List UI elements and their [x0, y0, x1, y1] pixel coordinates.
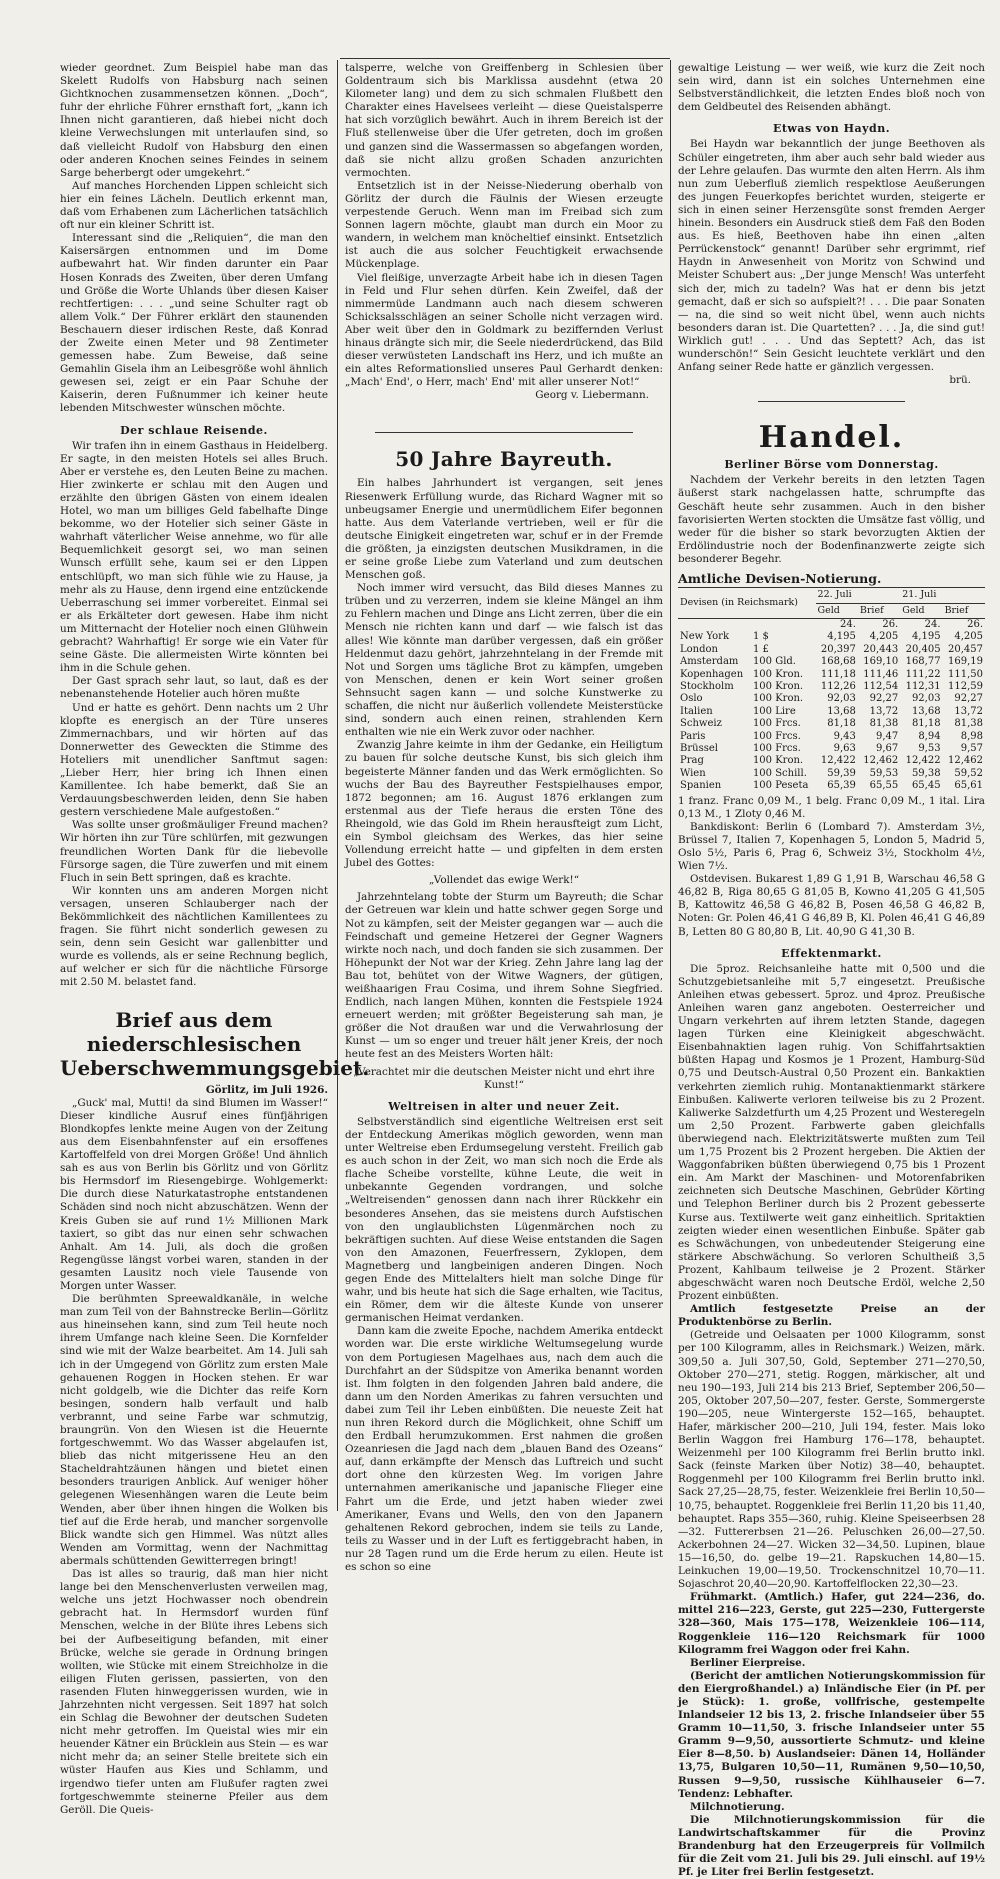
table-cell: 92,03	[827, 693, 856, 705]
paragraph: Der Gast sprach sehr laut, so laut, daß es der nebenanstehende Hotelier auch hören mußte	[60, 675, 328, 701]
table-cell: 168,68	[820, 656, 856, 668]
table-cell: 9,57	[960, 742, 983, 754]
table-cell: 8,94	[918, 730, 941, 742]
table-cell: 168,77	[905, 656, 941, 668]
table-cell: 59,38	[911, 767, 941, 779]
table-cell: 20,457	[948, 643, 983, 655]
paragraph: Interessant sind die „Reliquien“, die man den Kaisersärgen entnommen und im Dome aufbewahrt hat. Wir finden darunter ein Paar Hosen Konrads des Zweiten, über deren Umfang und Größe die Worte Uhlands über diesen Kaiser rechtfertigen: . . . „und seine Schulter ragt ob allem Volk.“ Der Führer erklärt den staunenden Beschauern dieser irdischen Reste, daß Konrad der Zweite einen Meter und 98 Zentimeter gemessen habe. Zum Beweise, daß seine Gemahlin Gisela ihm an Leibesgröße wohl ähnlich gewesen sei, zeigt er ein Paar Schuhe der Kaiserin, deren Fußnummer ich keiner heute lebenden Mitschwester wünschen möchte.	[60, 232, 328, 415]
table-row	[678, 755, 985, 767]
heading-schlaue-reisende: Der schlaue Reisende.	[120, 423, 268, 437]
table-cell: 24.	[924, 618, 941, 630]
paragraph: Zwanzig Jahre keimte in ihm der Gedanke, ein Heiligtum zu bauen für solche deutsche Kunst, bis sich gleich ihm begeisterte Männer fanden und das Werk ermöglichten. So wuchs der Bau des Bayreuther Festspielhauses empor, 1872 begonnen; am 16. August 1876 erklangen zum erstenmal aus der Tiefe heraus die ersten Töne des Rheingold, wie das Gold im Rhein herausfteigt zum Licht, ein Symbol gleichsam des Werkes, das hier seine Vollendung erreicht hatte — und gipfelten in dem ersten Jubel des Gottes:	[345, 739, 663, 870]
table-cell: 13,72	[869, 705, 899, 717]
table-cell: 9,43	[833, 730, 856, 742]
devisen-table	[678, 587, 985, 793]
table-cell: London	[680, 643, 718, 655]
article-title-brief: Brief aus dem niederschlesischen Ueberschwemmungsgebiet.	[60, 1007, 370, 1080]
table-header: Brief	[943, 603, 985, 618]
paragraph: Die 5proz. Reichsanleihe hatte mit 0,500 und die Schutzgebietsanleihe mit 5,7 eingesetzt. Preußische Anleihen etwas gebessert. 5proz. und 4proz. Preußische Anleihen waren ganz angeboten. Oesterreicher und Ungarn verkehrten auf ihrem letzten Stande, dagegen lagen Türken eine Kleinigkeit abgeschwächt. Eisenbahnaktien lagen ruhig. Von Schiffahrtsaktien büßten Hapag und Kosmos je 1 Prozent, Hamburg-Süd 0,75 und Deutsch-Austral 0,50 Prozent ein. Bankaktien verkehrten ziemlich ruhig. Montanaktienmarkt stärkere Einbußen. Kaliwerte verloren teilweise bis zu 2 Prozent. Kaliwerke Salzdetfurth um 4,25 Prozent und Westeregeln um 2,50 Prozent. Farbwerte gaben gleichfalls überwiegend nach. Elektrizitätswerte mußten zum Teil um 1,75 Prozent bis 2 Prozent hergeben. Die Aktien der Waggonfabriken büßten überwiegend 0,75 bis 1 Prozent ein. Am Markt der Maschinen- und Motorenfabriken zeichneten sich Deutsche Maschinen, Gebrüder Körting und Telephon Berliner durch bis 2 Prozent gebesserte Kurse aus. Textilwerte weit ganz einheitlich. Spritaktien zeigten wieder einen wesentlichen Einbuße. Später gab es Schwächungen, von unbedeutender Steigerung eine stärkere Abschwächung. So verloren Schultheiß 3,5 Prozent, Kahlbaum teilweise je 2 Prozent. Stärker abgeschwächt waren noch Deutsche Erdöl, welche 2,50 Prozent einbüßten.	[678, 962, 985, 1303]
article-title-bayreuth: 50 Jahre Bayreuth.	[395, 447, 613, 472]
table-cell: 92,27	[954, 693, 983, 705]
paragraph: Viel fleißige, unverzagte Arbeit habe ich in diesen Tagen in Feld und Flur sehen dürfen. Kein Zweifel, daß der nimmermüde Landmann auch nach diesem schweren Schicksalsschlägen an seiner Scholle nicht verzagen wird. Aber weit über den in Goldmark zu beziffernden Verlust hinaus drängte sich mir, die Seele niederdrückend, das Bild dieser verwüsteten Landschaft ins Herz, und ich mußte an ein altes Reformationslied unseres Paul Gerhardt denken: „Mach' End', o Herr, mach' End' mit aller unserer Not!“	[345, 271, 663, 389]
table-cell: 169,19	[948, 656, 983, 668]
table-cell: Oslo	[680, 693, 703, 705]
table-cell: 112,26	[820, 680, 856, 692]
table-row	[678, 706, 985, 718]
heading-weltreisen: Weltreisen in alter und neuer Zeit.	[388, 1099, 620, 1113]
quote: „Vollendet das ewige Werk!“	[428, 874, 580, 887]
table-header: 21. Juli	[900, 588, 985, 603]
table-cell: 100 Schill.	[752, 767, 807, 779]
table-cell: 4,205	[869, 631, 899, 643]
table-cell: 81,18	[827, 718, 856, 730]
paragraph: Frühmarkt. (Amtlich.) Hafer, gut 224—236, do. mittel 216—223, Gerste, gut 225—230, Futtergerste 328—360, Mais 175—178, Weizenkleie 106—114, Roggenkleie 116—120 Reichsmark für 1000 Kilogramm frei Waggon oder frei Kahn.	[678, 1591, 985, 1656]
paragraph: Wir konnten uns am anderen Morgen nicht versagen, unseren Schlauberger nach der Bekömmlichkeit des nächtlichen Kamillentees zu fragen. Sie führt nicht sonderlich gewesen zu sein, denn sein Gesicht war gallenbitter und wurde es vollends, als er seine Rechnung beglich, auf welcher er sich für die nächtliche Fürsorge mit 2.50 M. belastet fand.	[60, 884, 328, 989]
table-header: Devisen (in Reichsmark)	[678, 588, 816, 619]
paragraph: Die Milchnotierungskommission für die Landwirtschaftskammer für die Provinz Brandenburg hat den Erzeugerpreis für Vollmilch für die Zeit vom 21. Juli bis 29. Juli einschl. auf 19½ Pf. je Liter frei Berlin festgesetzt.	[678, 1813, 985, 1879]
table-cell: 4,195	[827, 631, 856, 643]
paragraph: Entsetzlich ist in der Neisse-Niederung oberhalb von Görlitz der durch die Fäulnis der Wiesen erzeugte verpestende Geruch. Wenn man im Freibad sich zum Sonnen lagern möchte, glaubt man durch ein Moor zu wandern, in welchem man knöcheltief einsinkt. Entsetzlich ist auch die aus solcher Feuchtigkeit erwachsende Mückenplage.	[345, 179, 663, 271]
table-cell: 9,67	[875, 742, 899, 754]
table-cell: 59,53	[869, 767, 899, 779]
table-cell: 9,53	[918, 742, 941, 754]
paragraph: wieder geordnet. Zum Beispiel habe man das Skelett Rudolfs von Habsburg nach seinen Gichtknochen zusammensetzen können. „Doch“, fuhr der ehrliche Führer ernsthaft fort, „kann ich Ihnen nicht garantieren, daß hiebei nicht doch kleine Verwechslungen mit unterlaufen sind, so daß vielleicht Rudolf von Habsburg den einen oder anderen Knochen seines Feindes in seinem Sarge beherbergt oder umgekehrt.“	[60, 62, 328, 179]
table-row	[678, 669, 985, 681]
paragraph: Auf manches Horchenden Lippen schleicht sich hier ein feines Lächeln. Deutlich erkennt man, daß vom Erhabenen zum Lächerlichen tatsächlich oft nur ein kleiner Schritt ist.	[60, 179, 328, 232]
table-cell: 100 Frcs.	[752, 742, 801, 754]
column-rule-1	[337, 60, 338, 1511]
heading-devisen: Amtliche Devisen-Notierung.	[678, 571, 882, 586]
table-cell: 26.	[967, 618, 983, 630]
table-cell: Amsterdam	[680, 656, 739, 668]
separator	[375, 432, 633, 433]
paragraph: Die berühmten Spreewaldkanäle, in welche man zum Teil von der Bahnstrecke Berlin—Görlitz aus hineinsehen kann, sind zum Teil heute noch ihrem Umfange nach kleine Seen. Die Kornfelder sind wie mit der Walze bearbeitet. Am 14. Juli sah ich in der Umgegend von Görlitz zum ersten Male gehauenen Roggen in Hocken stehen. Er war nicht goldgelb, wie die Dichter das reife Korn besingen, sondern halb verfault und halb verbrannt, und seine Farbe war schmutzig, braungrün. Von den Wiesen ist die Heuernte fortgeschwemmt. Wo das Wasser abgelaufen ist, blieb das nicht mitgerissene Heu an den Stacheldrahtzäunen hängen und bietet einen besonders traurigen Anblick. Auf weniger höher gelegenen Wiesenhängen waren die Leute beim Wenden, aber über ihnen hingen die Wolken bis tief auf die Erde herab, und mancher sorgenvolle Blick wandte sich gen Himmel. Was nützt alles Wenden am Vormittag, wenn der Nachmittag abermals schüttenden Gewitterregen bringt!	[60, 1293, 328, 1567]
table-cell: 20,397	[820, 643, 856, 655]
table-cell: Paris	[680, 730, 706, 742]
table-cell: 112,54	[863, 680, 899, 692]
table-cell: 20,405	[905, 643, 941, 655]
table-cell: 100 Lire	[752, 705, 796, 717]
table-cell: 100 Peseta	[752, 780, 809, 792]
table-cell: Brüssel	[680, 742, 718, 754]
table-cell: Prag	[680, 755, 704, 767]
table-cell: 8,98	[960, 730, 983, 742]
heading-produkten: Amtlich festgesetzte Preise an der Produktenbörse zu Berlin.	[678, 1303, 985, 1329]
table-row	[678, 644, 985, 656]
table-cell: 12,462	[948, 755, 983, 767]
table-row	[678, 731, 985, 743]
table-header: Geld	[816, 603, 858, 618]
heading-effekten: Effektenmarkt.	[781, 946, 882, 960]
table-header: Brief	[858, 603, 900, 618]
table-header: Geld	[900, 603, 942, 618]
paragraph: Noch immer wird versucht, das Bild dieses Mannes zu trüben und zu verzerren, indem sie kleine Mängel an ihm zu Fehlern machen und Dinge ans Licht zerren, über die ein Mensch nie richten kann und darf — wie falsch ist das alles! Wie könnte man darüber vergessen, daß ein größer Heldenmut dazu gehört, jahrzehntelang in der Fremde mit Not und Sorgen ums tägliche Brot zu kämpfen, umgeben von Menschen, denen er kein Wort seiner großen Sehnsucht sagen kann — und solche Kunstwerke zu schaffen, die nicht nur äußerlich vollendete Meisterstücke sind, sondern auch einen reinen, strahlenden Kern enthalten wie nie ein Werk zuvor oder nachher.	[345, 582, 663, 739]
table-cell: 111,22	[905, 668, 941, 680]
table-cell: 92,27	[869, 693, 899, 705]
heading-eierpreise: Berliner Eierpreise.	[690, 1656, 806, 1669]
heading-haydn: Etwas von Haydn.	[772, 122, 891, 136]
table-row	[678, 681, 985, 693]
paragraph: Und er hatte es gehört. Denn nachts um 2 Uhr klopfte es energisch an der Türe unseres Zimmernachbars, und wir hörten auf das Donnerwetter des Geweckten die Stimme des Hoteliers mit unendlicher Sanftmut sagen: „Lieber Herr, hier bring ich Ihnen einen Kamillentee. Ich habe bemerkt, daß Sie an Verdauungsbeschwerden leiden, denn Sie haben gestern verschiedene Male aufgestoßen.“	[60, 701, 328, 819]
table-cell: 169,10	[863, 656, 899, 668]
paragraph: Bei Haydn war bekanntlich der junge Beethoven als Schüler eingetreten, ihm aber auch sehr bald wieder aus der Lehre gelaufen. Das wurmte den alten Herrn. Als ihm nun zum Ueberfluß ziemlich respektlose Aeußerungen des jungen Feuerkopfes berichtet wurden, steigerte er sich in einen seiner Herzensgüte sonst fremden Aerger hinein. Besonders ein Ausdruck stieß dem Faß den Boden aus. Es hieß, Beethoven habe ihn einen „alten Perrückenstock“ genannt! Darüber sehr ergrimmt, rief Haydn in Anwesenheit von Moritz von Schwind und Meister Schubert aus: „Der junge Mensch! Was unterfeht sich der, mich zu tadeln? Was hat er denn bis jetzt gemacht, daß er sich so aufspielt?! . . . Die paar Sonaten — na, die sind so weit nicht übel, wenn auch nichts besonders daran ist. Die Quartetten? . . . Ja, die sind gut! Wirklich gut! . . . Und das Septett? Ach, das ist wunderschön!“ Sein Gesicht leuchtete verklärt und den Anfang seiner Rede hatte er gänzlich vergessen.	[678, 138, 985, 374]
table-cell: 81,38	[954, 718, 983, 730]
table-row	[678, 618, 985, 631]
table-cell: 65,55	[869, 780, 899, 792]
table-cell: 13,72	[954, 705, 983, 717]
paragraph: Dann kam die zweite Epoche, nachdem Amerika entdeckt worden war. Die erste wirkliche Weltumsegelung wurde von dem Portugiesen Magelhaes aus, nach dem auch die Durchfahrt an der Südspitze von Amerika benannt worden ist. Ihm folgten in den folgenden Jahren bald andere, die dann um den Norden Amerikas zu fahren versuchten und dabei zum Teil ihr Leben einbüßten. Die neueste Zeit hat nun ihren Rekord durch die Möglichkeit, ohne Schiff um den Erdball herumzukommen. Erst nahmen die großen Ozeanriesen die Jagd nach dem „blauen Band des Ozeans“ auf, dann erkämpfte der Mensch das Luftreich und sucht dort ohne den kürzesten Weg. Im vorigen Jahre unternahmen amerikanische und japanische Flieger eine Fahrt um die Erde, und jetzt haben wieder zwei Amerikaner, Evans und Wells, den von den Japanern gehaltenen Rekord gebrochen, indem sie teils zu Lande, teils zu Wasser und in der Luft es fertiggebracht haben, in nur 28 Tagen rund um die Erde herum zu eilen. Heute ist es schon so eine	[345, 1325, 663, 1574]
table-row	[678, 631, 985, 643]
table-cell: 112,31	[905, 680, 941, 692]
table-cell: 20,443	[863, 643, 899, 655]
table-cell: 65,45	[911, 780, 941, 792]
table-cell: 13,68	[827, 705, 856, 717]
table-cell: 100 Kron.	[752, 680, 804, 692]
table-cell: 112,59	[948, 680, 983, 692]
table-row	[678, 718, 985, 730]
table-cell: 100 Gld.	[752, 656, 796, 668]
table-cell: 9,63	[833, 742, 856, 754]
table-row	[678, 780, 985, 792]
dateline: Görlitz, im Juli 1926.	[205, 1083, 328, 1096]
table-row	[678, 656, 985, 668]
table-cell: 81,38	[869, 718, 899, 730]
table-cell: 65,39	[827, 780, 856, 792]
paragraph: talsperre, welche von Greiffenberg in Schlesien über Goldentraum sich bis Marklissa ausdehnt (etwa 20 Kilometer lang) und dem zu sich schmalen Flußbett den Charakter eines Havelsees verleiht — diese Queistalsperre hat sich vorzüglich bewährt. Auch in ihrem Bereich ist der Fluß stellenweise über die Ufer getreten, doch im großen und ganzen sind die Wassermassen so abgefangen worden, daß sie nicht allzu großen Schaden anzurichten vermochten.	[345, 62, 663, 179]
table-cell: Kopenhagen	[680, 668, 744, 680]
table-cell: 65,61	[954, 780, 983, 792]
table-cell: 12,422	[820, 755, 856, 767]
table-cell: 4,205	[954, 631, 983, 643]
table-cell: 100 Frcs.	[752, 718, 801, 730]
table-row	[678, 743, 985, 755]
table-cell: 4,195	[911, 631, 941, 643]
table-cell: Spanien	[680, 780, 722, 792]
table-cell: 9,47	[875, 730, 899, 742]
column-1	[60, 62, 370, 1816]
paragraph: Nachdem der Verkehr bereits in den letzten Tagen äußerst stark nachgelassen hatte, schrumpfte das Geschäft heute sehr zusammen. Auch in den bisher favorisierten Werten stockten die Umsätze fast völlig, und weder für die bisher so stark bevorzugten Aktien der Erdölindustrie noch der Bodenfinanzwerte zeigte sich besonderer Begehr.	[678, 474, 985, 565]
paragraph: „Guck' mal, Mutti! da sind Blumen im Wasser!“ Dieser kindliche Ausruf eines fünfjährigen Blondkopfes lenkte meine Augen von der Zeitung aus dem Eisenbahnfenster auf ein ersoffenes Kartoffelfeld von drei Morgen Größe! Und ähnlich sah es aus von Berlin bis Görlitz und von Görlitz bis Hermsdorf im Riesengebirge. Wohlgemerkt: Die durch diese Naturkatastrophe entstandenen Schäden sind noch nicht abzuschätzen. Wenn der Kreis Guben sie auf rund 1½ Millionen Mark taxiert, so gibt das nur einen sehr schwachen Anhalt. Am 14. Juli, als doch die großen Regengüsse längst vorbei waren, standen in der gesamten Lausitz noch viele Tausende von Morgen unter Wasser.	[60, 1096, 328, 1292]
table-cell: 24.	[839, 618, 856, 630]
table-header: 22. Juli	[816, 588, 901, 603]
table-cell: 12,462	[863, 755, 899, 767]
table-cell: 111,18	[820, 668, 856, 680]
table-cell: 92,03	[911, 693, 941, 705]
paragraph: 1 franz. Franc 0,09 M., 1 belg. Franc 0,09 M., 1 ital. Lira 0,13 M., 1 Zloty 0,46 M.	[678, 794, 985, 820]
table-cell: 1 £	[752, 643, 769, 655]
heading-boerse: Berliner Börse vom Donnerstag.	[724, 458, 939, 472]
table-cell: 100 Frcs.	[752, 730, 801, 742]
paragraph: Selbstverständlich sind eigentliche Weltreisen erst seit der Entdeckung Amerikas möglich geworden, wenn man unter Weltreise eben Erdumsegelung versteht. Freilich gab es auch schon in der Zeit, wo man sich noch die Erde als flache Scheibe vorstellte, kühne Leute, die weit in unbekannte Gegenden vordrangen, und solche „Weltreisenden“ genossen dann nach ihrer Rückkehr ein besonderes Ansehen, das sie meistens durch Aufstischen von den unglaublichsten Lügenmärchen noch zu bekräftigen suchten. Auf diese Weise entstanden die Sagen von den Amazonen, Feuerfressern, Zyklopen, dem Magnetberg und langbeinigen anderen Dingen. Noch gegen Ende des Mittelalters hielt man solche Dinge für wahr, und bis heute hat sich die Sage erhalten, wie Tacitus, ein Römer, dem wir die älteste Kunde von unserer germanischen Heimat verdanken.	[345, 1115, 663, 1325]
paragraph: Das ist alles so traurig, daß man hier nicht lange bei den Menschenverlusten verweilen mag, welche uns jetzt Hochwasser noch obendrein gebracht hat. In Hermsdorf wurden fünf Menschen, welche in der Blüte ihres Lebens sich bei der Aufbeseitigung befanden, mit einer Brücke, welche sie gerade in Ordnung bringen wollten, wie Stücke mit einem Streichholze in die eiligen Fluten gerissen, passierten, von den rasenden Fluten hinweggerissen wurden, wie in Jahrzehnten nicht vergessen. Seit 1897 hat solch ein Schlag die Bewohner der deutschen Sudeten nicht mehr getroffen. Im Queistal wies mir ein heuender Kätner ein Brücklein aus Stein — es war nicht mehr da; an seiner Stelle breitete sich ein wüster Haufen aus Kies und Schlamm, und irgendwo tiefer unten am Flußufer ragten zwei fortgeschwemmte steinerne Pfeiler aus dem Geröll. Die Queis-	[60, 1568, 328, 1816]
table-cell: 12,422	[905, 755, 941, 767]
table-cell: 81,18	[911, 718, 941, 730]
top-rule	[340, 58, 670, 59]
table-cell: 111,46	[863, 668, 899, 680]
quote: „Verachtet mir die deutschen Meister nicht und ehrt ihre Kunst!“	[353, 1065, 655, 1091]
paragraph: Wir trafen ihn in einem Gasthaus in Heidelberg. Er sagte, in den meisten Hotels sei alles Bruch. Aber er verstehe es, den Leuten Beine zu machen. Hier zwinkerte er schlau mit den Augen und erzählte den übrigen Gästen von einem idealen Hotel, wo man um billiges Geld fabelhafte Dinge bekomme, wo der Hotelier sich seiner Gäste in wahrhaft väterlicher Weise annehme, wo für alle Bequemlichkeit gesorgt sei, wo man seinen Wunsch erfüllt sehe, kaum sei er den Lippen entschlüpft, wo man sich fühle wie zu Hause, ja mehr als zu Hause, denn irgend eine entzückende Ueberraschung sei immer vorbereitet. Einmal sei er als Erkälteter dort gewesen. Habe ihm nicht um Mitternacht der Hotelier noch einen Glühwein gebracht? Wahrhaftig! Er sorge wie ein Vater für seine Gäste. Die allermeisten Wirte könnten bei ihm in die Schule gehen.	[60, 439, 328, 675]
table-cell: New York	[680, 631, 729, 643]
table-row	[678, 768, 985, 780]
table-row	[678, 693, 985, 705]
paragraph: Jahrzehntelang tobte der Sturm um Bayreuth; die Schar der Getreuen war klein und hatte schwer gegen Sorge und Not zu kämpfen, seit der Meister gegangen war — auch die Feindschaft und gemeine Hetzerei der Gegner Wagners wirkte noch nach, und doch fanden sie sich zusammen. Der Höhepunkt der Not war der Krieg. Zehn Jahre lang lag der Bau tot, behütet von der Witwe Wagners, der gütigen, weißhaarigen Frau Cosima, und ihrem Sohne Siegfried. Endlich, nach langen Mühen, konnten die Festspiele 1924 erneuert werden; mit größter Begeisterung sah man, je größer die Not draußen war und die Verwahrlosung der Kunst — um so enger und treuer hält jener Kreis, der noch heute fest an des Meisters Worten hält:	[345, 891, 663, 1061]
table-cell: 59,39	[827, 767, 856, 779]
paragraph: Ein halbes Jahrhundert ist vergangen, seit jenes Riesenwerk Erfüllung wurde, das Richard Wagner mit so unbeugsamer Energie und unermüdlichem Eifer begonnen hatte. Aus dem Vaterlande vertrieben, weil er für die deutsche Einigkeit eingetreten war, schuf er in der Fremde die größten, ja einzigsten deutschen Musikdramen, in die er seine große Liebe zum Vaterland und zum deutschen Menschen goß.	[345, 477, 663, 582]
table-cell: 26.	[882, 618, 899, 630]
column-3	[678, 62, 988, 1879]
author-signature: brü.	[949, 374, 971, 387]
paragraph: Was sollte unser großmäuliger Freund machen? Wir hörten ihn zur Türe schlürfen, mit gezwungen freundlichen Worten Dank für die liebevolle Fürsorge sagen, die Türe zuwerfen und mit einem Fluch in sein Bett springen, daß es krachte.	[60, 819, 328, 884]
table-cell: Wien	[680, 767, 706, 779]
heading-milchnotierung: Milchnotierung.	[690, 1800, 785, 1813]
table-cell: Stockholm	[680, 680, 734, 692]
table-cell: 111,50	[948, 668, 983, 680]
column-rule-2	[670, 60, 671, 1511]
column-2	[345, 62, 666, 1574]
author-signature: Georg v. Liebermann.	[535, 389, 649, 402]
table-cell	[751, 618, 816, 631]
paragraph: (Bericht der amtlichen Notierungskommission für den Eiergroßhandel.) a) Inländische Eier (in Pf. per je Stück): 1. große, vollfrische, gestempelte Inlandseier 12 bis 13, 2. frische Inlandseier über 55 Gramm 10—11,50, 3. frische Inlandseier unter 55 Gramm 9—9,50, aussortierte Schmutz- und kleine Eier 8—8,50. b) Auslandseier: Dänen 14, Holländer 13,75, Bulgaren 10,50—11, Rumänen 9,50—10,50, Russen 9—9,50, russische Kühlhauseier 6—7. Tendenz: Lebhafter.	[678, 1669, 985, 1800]
paragraph: gewaltige Leistung — wer weiß, wie kurz die Zeit noch sein wird, dann ist ein solches Unternehmen eine Selbstverständlichkeit, die letzten Endes bloß noch von dem Geldbeutel des Reisenden abhängt.	[678, 62, 985, 114]
table-cell: 100 Kron.	[752, 693, 804, 705]
section-title-handel: Handel.	[758, 420, 905, 456]
table-cell: 59,52	[954, 767, 983, 779]
table-cell: 100 Kron.	[752, 755, 804, 767]
separator	[758, 401, 905, 402]
table-cell: Schweiz	[680, 718, 722, 730]
table-cell: 100 Kron.	[752, 668, 804, 680]
table-cell: 1 $	[752, 631, 769, 643]
table-cell: Italien	[680, 705, 713, 717]
table-cell	[678, 618, 751, 631]
paragraph: (Getreide und Oelsaaten per 1000 Kilogramm, sonst per 100 Kilogramm, alles in Reichsmark.) Weizen, märk. 309,50 a. Juli 307,50, Gold, September 271—270,50, Oktober 270—271, stetig. Roggen, märkischer, alt und neu 190—193, Juli 214 bis 213 Brief, September 206,50—205, Oktober 207,50—207, fester. Gerste, Sommergerste 190—205, neue Wintergerste 152—165, behauptet. Hafer, märkischer 200—210, Juli 194, fester. Mais loko Berlin Waggon frei Hamburg 176—178, behauptet. Weizenmehl per 100 Kilogramm frei Berlin brutto inkl. Sack (feinste Marken über Notiz) 38—40, behauptet. Roggenmehl per 100 Kilogramm frei Berlin brutto inkl. Sack 27,25—28,75, fester. Weizenkleie frei Berlin 10,50—10,75, behauptet. Roggenkleie frei Berlin 11,20 bis 11,40, behauptet. Raps 355—360, ruhig. Kleine Speiseerbsen 28—32. Futtererbsen 21—26. Peluschken 26,00—27,50. Ackerbohnen 24—27. Wicken 32—34,50. Lupinen, blaue 15—16,50, do. gelbe 19—21. Rapskuchen 14,80—15. Leinkuchen 19,00—19,50. Trockenschnitzel 10,70—11. Sojaschrot 20,40—20,90. Kartoffelflocken 22,30—23.	[678, 1329, 985, 1591]
table-cell: 13,68	[911, 705, 941, 717]
paragraph: Bankdiskont: Berlin 6 (Lombard 7). Amsterdam 3½, Brüssel 7, Italien 7, Kopenhagen 5, London 5, Madrid 5, Oslo 5½, Paris 6, Prag 6, Schweiz 3½, Stockholm 4½, Wien 7½.	[678, 820, 985, 873]
paragraph: Ostdevisen. Bukarest 1,89 G 1,91 B, Warschau 46,58 G 46,82 B, Riga 80,65 G 81,05 B, Kowno 41,205 G 41,505 B, Kattowitz 46,58 G 46,82 B, Posen 46,58 G 46,82 B, Noten: Gr. Polen 46,41 G 46,89 B, Kl. Polen 46,41 G 46,89 B, Letten 80 G 80,80 B, Lit. 40,90 G 41,30 B.	[678, 873, 985, 938]
